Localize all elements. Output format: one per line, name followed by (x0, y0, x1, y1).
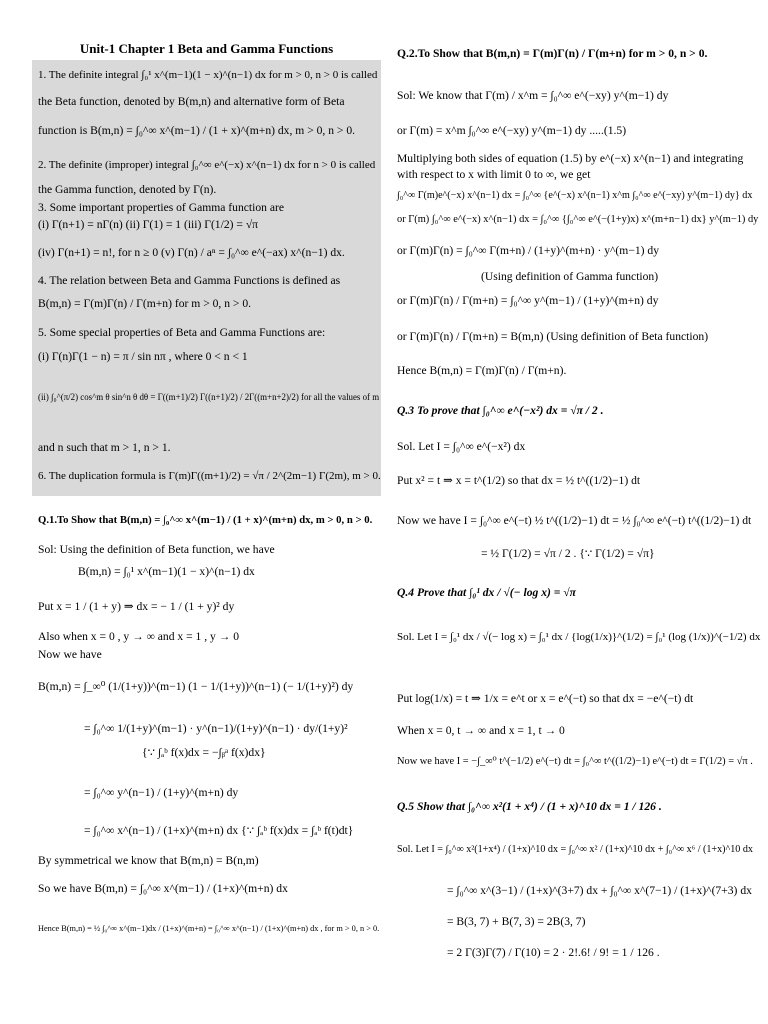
equation-line: Now we have I = −∫_∞⁰ t^(−1/2) e^(−t) dt = ∫₀^∞ t^((1/2)−1) e^(−t) dt = Γ(1/2) = √π . (397, 756, 753, 767)
text-line: Put x² = t ⇒ x = t^(1/2) so that dx = ½ t^((1/2)−1) dt (397, 474, 641, 487)
page-title: Unit-1 Chapter 1 Beta and Gamma Functions (79, 41, 334, 56)
equation-line: = B(3, 7) + B(7, 3) = 2B(3, 7) (447, 915, 586, 928)
equation-line: or Γ(m)Γ(n) / Γ(m+n) = ∫₀^∞ y^(m−1) / (1+y)^(m+n) dy (397, 294, 659, 307)
question-heading: Q.4 Prove that ∫₀¹ dx / √(− log x) = √π (397, 586, 576, 599)
equation-line: = ∫₀^∞ x^(3−1) / (1+x)^(3+7) dx + ∫₀^∞ x^(7−1) / (1+x)^(7+3) dx (447, 884, 752, 897)
note-line: (Using definition of Gamma function) (481, 270, 659, 283)
question-heading: Q.1.To Show that B(m,n) = ∫₀^∞ x^(m−1) / (1 + x)^(m+n) dx, m > 0, n > 0. (38, 514, 373, 526)
equation-line: = ∫₀^∞ x^(n−1) / (1+x)^(m+n) dx {∵ ∫ₐᵇ f(x)dx = ∫ₐᵇ f(t)dt} (84, 824, 354, 837)
text-line: 3. Some important properties of Gamma function are (38, 201, 284, 214)
equation-line: Sol. Let I = ∫₀^∞ x²(1+x⁴) / (1+x)^10 dx = ∫₀^∞ x² / (1+x)^10 dx + ∫₀^∞ x⁶ / (1+x)^10 dx (397, 844, 753, 855)
equation-line: or Γ(m)Γ(n) = ∫₀^∞ Γ(m+n) / (1+y)^(m+n) · y^(m−1) dy (397, 244, 660, 257)
text-line: Multiplying both sides of equation (1.5) by e^(−x) x^(n−1) and integrating (397, 152, 744, 165)
text-line: and n such that m > 1, n > 1. (38, 441, 171, 454)
text-line: with respect to x with limit 0 to ∞, we get (397, 168, 591, 181)
text-line: 5. Some special properties of Beta and Gamma Functions are: (38, 326, 326, 339)
text-line: Also when x = 0 , y → ∞ and x = 1 , y → 0 (38, 630, 240, 643)
text-line: the Gamma function, denoted by Γ(n). (38, 183, 217, 196)
equation-line: = ∫₀^∞ 1/(1+y)^(m−1) · y^(n−1)/(1+y)^(n−1) · dy/(1+y)² (84, 722, 348, 735)
text-line: (i) Γ(n+1) = nΓ(n) (ii) Γ(1) = 1 (iii) Γ(1/2) = √π (38, 218, 259, 231)
text-line: Put x = 1 / (1 + y) ⇒ dx = − 1 / (1 + y)² dy (38, 600, 235, 613)
equation-line: = 2 Γ(3)Γ(7) / Γ(10) = 2 · 2!.6! / 9! = 1 / 126 . (447, 946, 660, 959)
text-line: When x = 0, t → ∞ and x = 1, t → 0 (397, 724, 565, 737)
text-line: Put log(1/x) = t ⇒ 1/x = e^t or x = e^(−t) so that dx = −e^(−t) dt (397, 692, 694, 705)
text-line: the Beta function, denoted by B(m,n) and alternative form of Beta (38, 95, 345, 108)
text-line: Sol. Let I = ∫₀^∞ e^(−x²) dx (397, 440, 526, 453)
text-line: Now we have (38, 648, 102, 661)
question-heading: Q.2.To Show that B(m,n) = Γ(m)Γ(n) / Γ(m+n) for m > 0, n > 0. (397, 47, 708, 60)
text-line: 2. The definite (improper) integral ∫₀^∞ e^(−x) x^(n−1) dx for n > 0 is called (38, 159, 376, 171)
text-line: Sol. Let I = ∫₀¹ dx / √(− log x) = ∫₀¹ dx / {log(1/x)}^(1/2) = ∫₀¹ (log (1/x))^(−1/2) dx (397, 631, 761, 643)
text-line: (ii) ∫₀^(π/2) cos^m θ sin^n θ dθ = Γ((m+1)/2) Γ((n+1)/2) / 2Γ((m+n+2)/2) for all the values of m (38, 392, 380, 402)
text-line: (i) Γ(n)Γ(1 − n) = π / sin nπ , where 0 < n < 1 (38, 350, 248, 363)
equation-line: or Γ(m)Γ(n) / Γ(m+n) = B(m,n) (Using definition of Beta function) (397, 330, 709, 343)
question-heading: Q.3 To prove that ∫₀^∞ e^(−x²) dx = √π / 2 . (397, 404, 604, 417)
text-line: Sol: Using the definition of Beta function, we have (38, 543, 275, 556)
equation-line: or Γ(m) ∫₀^∞ e^(−x) x^(n−1) dx = ∫₀^∞ {∫₀^∞ e^(−(1+y)x) x^(m+n−1) dx} y^(m−1) dy (397, 214, 759, 225)
text-line: Sol: We know that Γ(m) / x^m = ∫₀^∞ e^(−xy) y^(m−1) dy (397, 89, 669, 102)
equation-line: B(m,n) = ∫₀¹ x^(m−1)(1 − x)^(n−1) dx (78, 565, 255, 578)
text-line: By symmetrical we know that B(m,n) = B(n,m) (38, 854, 259, 867)
equation-line: Hence B(m,n) = Γ(m)Γ(n) / Γ(m+n). (397, 364, 567, 377)
equation-line: ∫₀^∞ Γ(m)e^(−x) x^(n−1) dx = ∫₀^∞ {e^(−x) x^(n−1) x^m ∫₀^∞ e^(−xy) y^(m−1) dy} dx (397, 190, 753, 201)
text-line: Hence B(m,n) = ½ ∫₀^∞ x^(m−1)dx / (1+x)^(m+n) = ∫₀^∞ x^(n−1) / (1+x)^(m+n) dx , for m > 0, n > 0. (38, 924, 380, 933)
text-line: or Γ(m) = x^m ∫₀^∞ e^(−xy) y^(m−1) dy .....(1.5) (397, 124, 627, 137)
equation-line: Now we have I = ∫₀^∞ e^(−t) ½ t^((1/2)−1) dt = ½ ∫₀^∞ e^(−t) t^((1/2)−1) dt (397, 514, 752, 527)
text-line: 4. The relation between Beta and Gamma Functions is defined as (38, 274, 341, 287)
text-line: (iv) Γ(n+1) = n!, for n ≥ 0 (v) Γ(n) / aⁿ = ∫₀^∞ e^(−ax) x^(n−1) dx. (38, 246, 345, 259)
equation-line: B(m,n) = ∫_∞⁰ (1/(1+y))^(m−1) (1 − 1/(1+y))^(n−1) (− 1/(1+y)²) dy (38, 680, 354, 693)
text-line: 1. The definite integral ∫₀¹ x^(m−1)(1 − x)^(n−1) dx for m > 0, n > 0 is called (38, 69, 378, 81)
equation-line: = ∫₀^∞ y^(n−1) / (1+y)^(m+n) dy (84, 786, 239, 799)
equation-line: = ½ Γ(1/2) = √π / 2 . {∵ Γ(1/2) = √π} (481, 547, 655, 560)
text-line: 6. The duplication formula is Γ(m)Γ((m+1)/2) = √π / 2^(2m−1) Γ(2m), m > 0. (38, 470, 381, 482)
text-line: So we have B(m,n) = ∫₀^∞ x^(m−1) / (1+x)^(m+n) dx (38, 882, 288, 895)
equation-line: {∵ ∫ₐᵇ f(x)dx = −∫ᵦᵃ f(x)dx} (142, 746, 266, 759)
text-line: function is B(m,n) = ∫₀^∞ x^(m−1) / (1 + x)^(m+n) dx, m > 0, n > 0. (38, 124, 356, 137)
question-heading: Q.5 Show that ∫₀^∞ x²(1 + x⁴) / (1 + x)^10 dx = 1 / 126 . (397, 800, 662, 813)
text-line: B(m,n) = Γ(m)Γ(n) / Γ(m+n) for m > 0, n > 0. (38, 297, 252, 310)
